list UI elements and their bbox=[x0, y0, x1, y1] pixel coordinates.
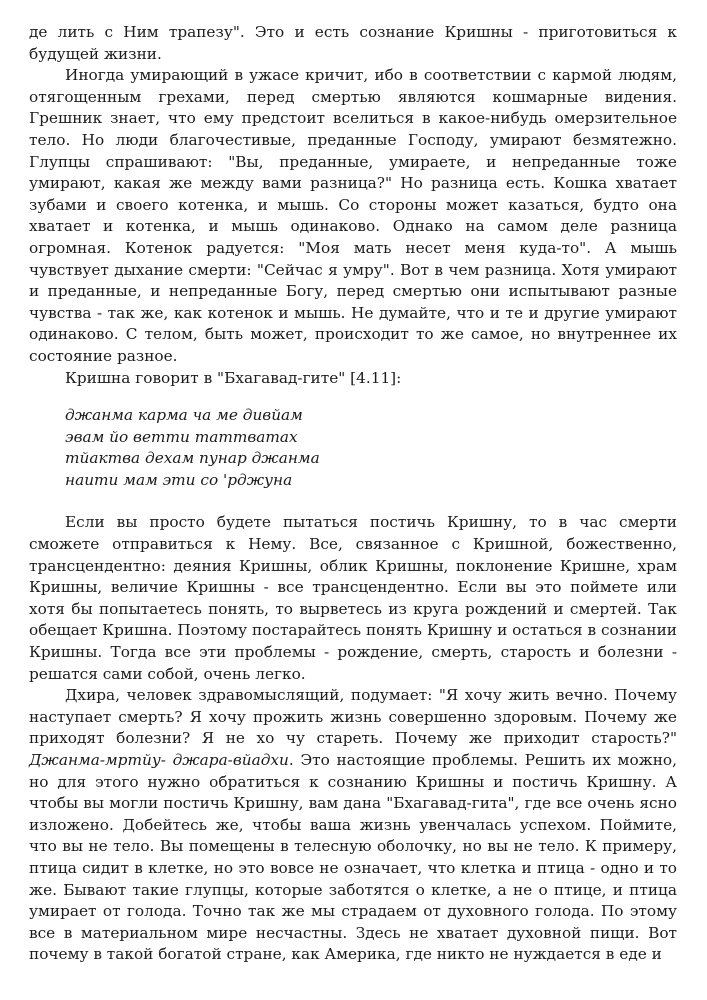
sanskrit-verse bbox=[65, 405, 677, 491]
paragraph-dhira-end: . Это настоящие проблемы. Решить их можно, но для этого нужно обратиться к сознанию Кришны и постичь Кришну. А чтобы вы могли постичь Кришну, вам дана "Бхагавад-гита", где все очень ясно изложено. Добейтесь же, чтобы ваша жизнь увенчалась успехом. Поймите, что вы не тело. Вы помещены в телесную оболочку, но вы не тело. К примеру, птица сидит в клетке, но это вовсе не означает, что клетка и птица - одно и то же. Бывают такие глупцы, которые заботятся о клетке, а не о птице, и птица умирает от голода. Точно так же мы страдаем от духовного голода. По этому все в материальном мире несчастны. Здесь не хватает духовной пищи. Вот почему в такой богатой стране, как Америка, где никто не нуждается в еде и bbox=[29, 751, 677, 964]
verse-line: тйактва дехам пунар джанма bbox=[65, 449, 320, 468]
sanskrit-term: Джанма-мртйу- джара-вйадхи bbox=[29, 751, 289, 769]
paragraph-dhira-start: Дхира, человек здравомыслящий, подумает: "Я хочу жить вечно. Почему наступает смерть? Я хочу прожить жизнь совершенно здоровым. Почему же приходят болезни? Я не хо чу стареть. Почему же приходит старость?" bbox=[29, 686, 677, 748]
document-page bbox=[29, 22, 677, 966]
verse-line: наити мам эти со 'рджуна bbox=[65, 470, 293, 489]
paragraph-gita-intro: Кришна говорит в "Бхагавад-гите" [4.11]: bbox=[65, 368, 402, 387]
paragraph-understand-krishna: Если вы просто будете пытаться постичь Кришну, то в час смерти сможете отправиться к Нему. Все, связанное с Кришной, божественно, трансцендентно: деяния Кришны, облик Кришны, поклонение Кришне, храм Кришны, величие Кришны - все трансцендентно. Если вы это поймете или хотя бы попытаетесь понять, то вырветесь из круга рождений и смертей. Так обещает Кришна. Поэтому постарайтесь понять Кришну и остаться в сознании Кришны. Тогда все эти проблемы - рождение, смерть, старость и болезни - решатся сами собой, очень легко. bbox=[29, 513, 677, 683]
paragraph-dying-devotees: Иногда умирающий в ужасе кричит, ибо в соответствии с кармой людям, отягощенным грехами, перед смертью являются кошмарные видения. Грешник знает, что ему предстоит вселиться в какое-нибудь омерзительное тело. Но люди благочестивые, преданные Господу, умирают безмятежно. Глупцы спрашивают: "Вы, преданные, умираете, и непреданные тоже умирают, какая же между вами разница?" Но разница есть. Кошка хватает зубами и своего котенка, и мышь. Со стороны может казаться, будто она хватает и котенка, и мышь одинаково. Однако на самом деле разница огромная. Котенок радуется: "Моя мать несет меня куда-то". А мышь чувствует дыхание смерти: "Сейчас я умру". Вот в чем разница. Хотя умирают и преданные, и непреданные Богу, перед смертью они испытывают разные чувства - так же, как котенок и мышь. Не думайте, что и те и другие умирают одинаково. С телом, быть может, происходит то же самое, но внутреннее их состояние разное. bbox=[29, 66, 677, 365]
paragraph-dhira bbox=[29, 685, 677, 966]
verse-line: эвам йо ветти таттватах bbox=[65, 427, 298, 446]
paragraph-continuation: де лить с Ним трапезу". Это и есть сознание Кришны - приготовиться к будущей жизни. bbox=[29, 23, 677, 63]
verse-line: джанма карма ча ме дивйам bbox=[65, 406, 303, 425]
